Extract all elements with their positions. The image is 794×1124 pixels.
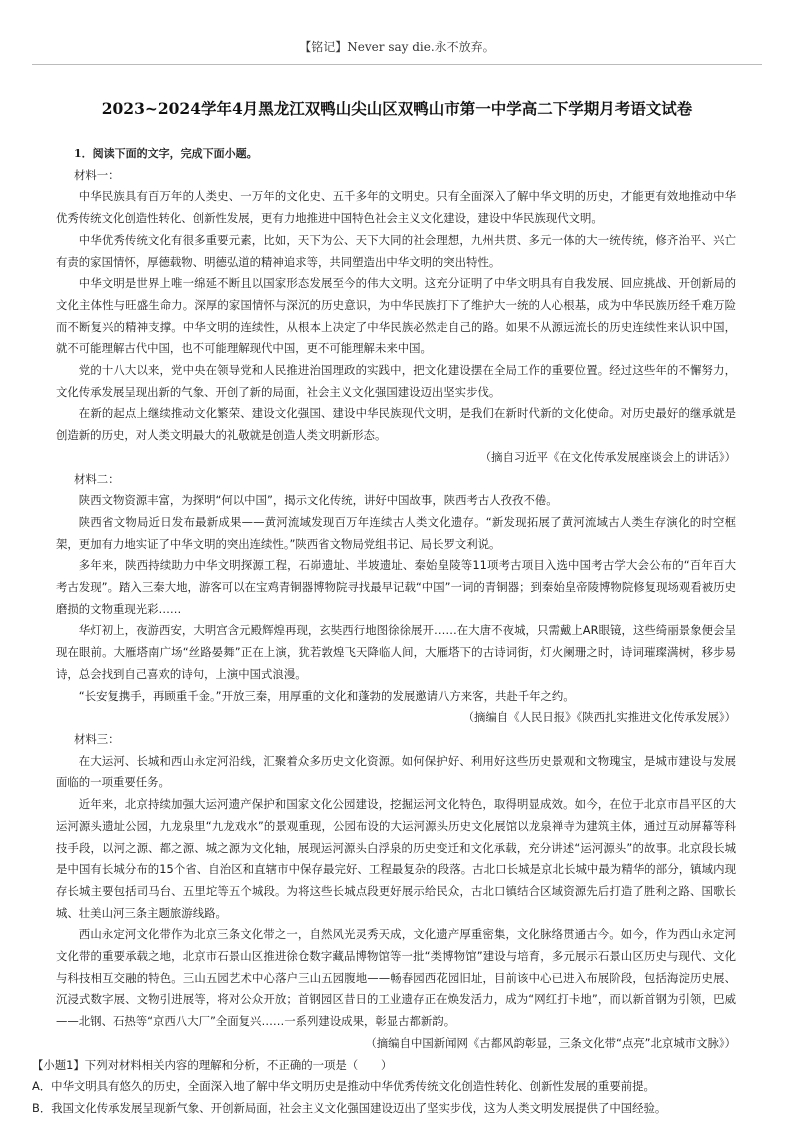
material1-source: （摘自习近平《在文化传承发展座谈会上的讲话》） bbox=[479, 449, 736, 464]
material1-label: 材料一： bbox=[74, 167, 120, 182]
material2-paragraph: 多年来，陕西持续助力中华文明探源工程，石峁遗址、半坡遗址、秦始皇陵等11项考古项目入选中国考古学大会公布的“百年百大考古发现”。踏入三秦大地，游客可以在宝鸡青铜器博物院寻找最早记载“中国”一词的青铜器；到秦始皇帝陵博物院修复现场观看被历史磨损的文物重现光彩…… bbox=[56, 558, 736, 616]
material3-source: （摘编自中国新闻网《古都风韵彰显，三条文化带“点亮”北京城市文脉》） bbox=[365, 1035, 736, 1050]
subquestion-stem: 【小题1】下列对材料相关内容的理解和分析，不正确的一项是（ ） bbox=[32, 1057, 393, 1072]
option-a: A．中华文明具有悠久的历史，全面深入地了解中华文明历史是推动中华优秀传统文化创造性转化、创新性发展的重要前提。 bbox=[32, 1079, 655, 1094]
material2-label: 材料二： bbox=[74, 471, 120, 486]
material1-paragraph: 中华民族具有百万年的人类史、一万年的文化史、五千多年的文明史。只有全面深入了解中华文明的历史，才能更有效地推动中华优秀传统文化创造性转化、创新性发展，更有力地推进中国特色社会主义文化建设，建设中华民族现代文明。 bbox=[56, 189, 736, 226]
material2-paragraph: 华灯初上，夜游西安，大明宫含元殿辉煌再现，玄奘西行地图徐徐展开……在大唐不夜城，只需戴上AR眼镜，这些绮丽景象便会呈现在眼前。大雁塔南广场“丝路晏舞”正在上演，犹若敦煌飞天降临人间，大雁塔下的古诗词街，灯火阑珊之时，诗词璀璨满树，移步易诗，总会找到自己喜欢的诗句，上演中国式浪漫。 bbox=[56, 623, 736, 681]
exam-content bbox=[32, 143, 736, 1120]
motto-banner: 【铭记】Never say die.永不放弃。 bbox=[299, 40, 495, 54]
material3-paragraph: 近年来，北京持续加强大运河遗产保护和国家文化公园建设，挖掘运河文化特色，取得明显成效。如今，在位于北京市昌平区的大运河源头遗址公园，九龙泉里“九龙戏水”的景观重现，公园布设的大运河源头历史文化展馆以龙泉禅寺为建筑主体，通过互动屏幕等科技手段，以河之源、都之源、城之源为文化轴，展现运河源头白浮泉的历史变迁和文化承载，充分讲述“运河源头”的故事。北京段长城是中国有长城分布的15个省、自治区和直辖市中保存最完好、工程最复杂的段落。古北口长城是京北长城中最为精华的部分，镇域内现存长城主要包括司马台、五里坨等五个城段。为将这些长城点段更好展示给民众，古北口镇结合区域资源先后打造了胜利之路、国歌长城、壮美山河三条主题旅游线路。 bbox=[56, 797, 736, 920]
material1-paragraph: 在新的起点上继续推动文化繁荣、建设文化强国、建设中华民族现代文明，是我们在新时代新的文化使命。对历史最好的继承就是创造新的历史，对人类文明最大的礼敬就是创造人类文明新形态。 bbox=[56, 406, 736, 443]
question-intro: 1．阅读下面的文字，完成下面小题。 bbox=[74, 147, 258, 160]
material2-source: （摘编自《人民日报》《陕西扎实推进文化传承发展》） bbox=[462, 710, 736, 725]
material3-label: 材料三： bbox=[74, 731, 120, 746]
exam-title: 2023~2024学年4月黑龙江双鸭山尖山区双鸭山市第一中学高二下学期月考语文试卷 bbox=[101, 99, 693, 118]
header-divider bbox=[32, 64, 762, 65]
material2-paragraph: “长安复携手，再顾重千金。”开放三秦，用厚重的文化和蓬勃的发展邀请八方来客，共赴千年之约。 bbox=[78, 688, 575, 703]
material1-paragraph: 中华文明是世界上唯一绵延不断且以国家形态发展至今的伟大文明。这充分证明了中华文明具有自我发展、回应挑战、开创新局的文化主体性与旺盛生命力。深厚的家国情怀与深沉的历史意识，为中华民族打下了维护大一统的人心根基，成为中华民族历经千难万险而不断复兴的精神支撑。中华文明的连续性，从根本上决定了中华民族必然走自己的路。如果不从源远流长的历史连续性来认识中国，就不可能理解古代中国，也不可能理解现代中国，更不可能理解未来中国。 bbox=[56, 276, 736, 356]
material2-paragraph: 陕西省文物局近日发布最新成果——黄河流域发现百万年连续古人类文化遗存。“新发现拓展了黄河流域古人类生存演化的时空框架，更加有力地实证了中华文明的突出连续性。”陕西省文物局党组书记、局长罗文利说。 bbox=[56, 514, 736, 551]
material1-paragraph: 中华优秀传统文化有很多重要元素，比如，天下为公、天下大同的社会理想，九州共贯、多元一体的大一统传统，修齐治平、兴亡有责的家国情怀，厚德载物、明德弘道的精神追求等，共同塑造出中华文明的突出特性。 bbox=[56, 232, 736, 269]
material3-paragraph: 西山永定河文化带作为北京三条文化带之一，自然风光灵秀天成，文化遗产厚重密集，文化脉络贯通古今。如今，作为西山永定河文化带的重要承载之地，北京市石景山区推进徐仓数字藏品博物馆等一批“类博物馆”建设与培育，多元展示石景山区历史与现代、文化与科技相互交融的特色。三山五园艺术中心落户三山五园腹地——畅春园西花园旧址，目前该中心已进入布展阶段，包括海淀历史展、沉浸式数字展、文物引进展等，将对公众开放；首钢园区昔日的工业遗存正在焕发活力，成为“网红打卡地”，而以新首钢为引领，巴威——北钢、石热等“京西八大厂”全面复兴……一系列建设成果，彰显古都新韵。 bbox=[56, 927, 736, 1029]
option-b: B．我国文化传承发展呈现新气象、开创新局面，社会主义文化强国建设迈出了坚实步伐，这为人类文明发展提供了中国经验。 bbox=[32, 1100, 667, 1115]
material3-paragraph: 在大运河、长城和西山永定河沿线，汇聚着众多历史文化资源。如何保护好、利用好这些历史景观和文物瑰宝，是城市建设与发展面临的一项重要任务。 bbox=[56, 753, 736, 790]
material2-paragraph: 陕西文物资源丰富，为探明“何以中国”，揭示文化传统，讲好中国故事，陕西考古人孜孜不倦。 bbox=[78, 493, 558, 508]
material1-paragraph: 党的十八大以来，党中央在领导党和人民推进治国理政的实践中，把文化建设摆在全局工作的重要位置。经过这些年的不懈努力，文化传承发展呈现出新的气象、开创了新的局面，社会主义文化强国建设迈出坚实步伐。 bbox=[56, 363, 736, 399]
